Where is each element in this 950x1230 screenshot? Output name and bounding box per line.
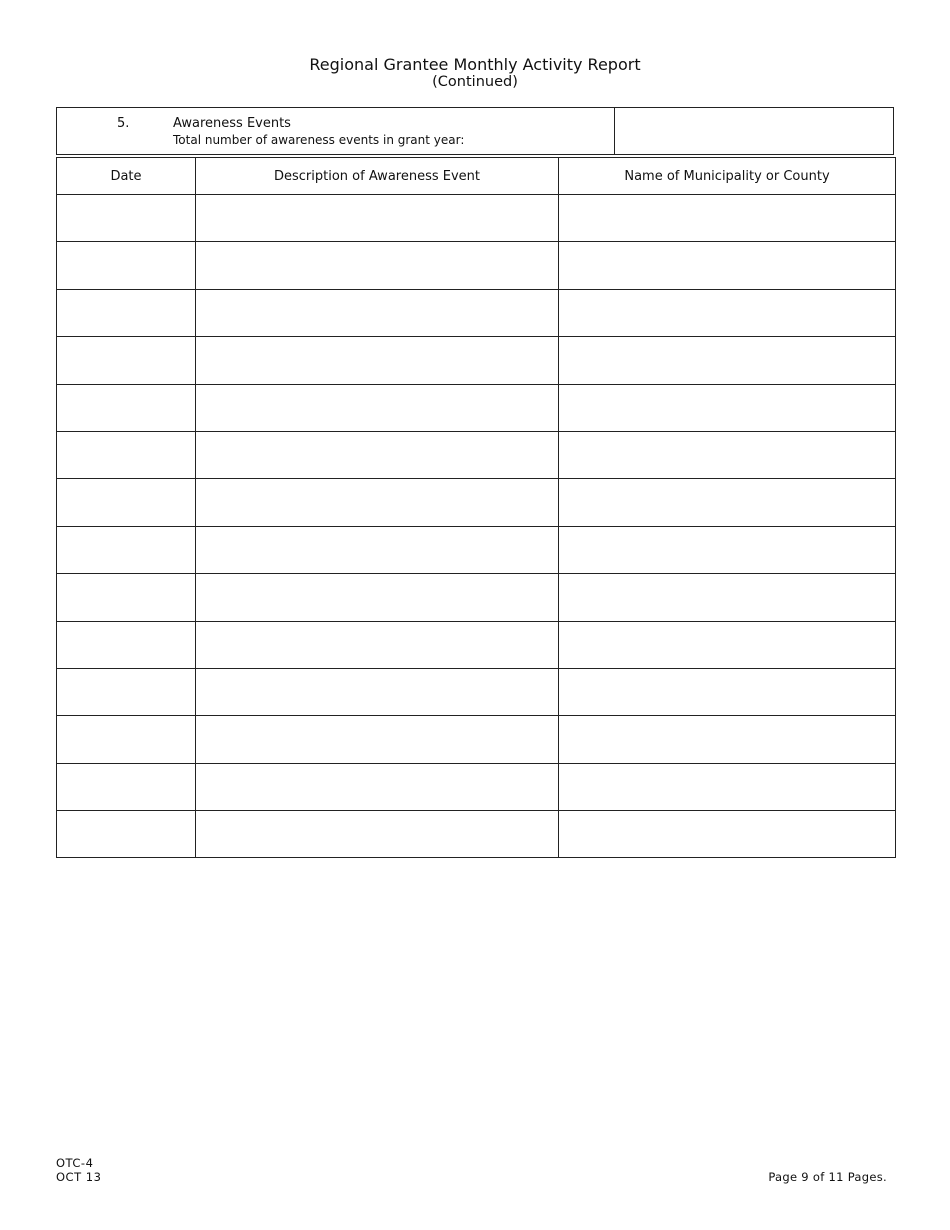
description-cell[interactable] [196, 811, 559, 858]
table-row [57, 574, 896, 621]
total-events-field[interactable] [615, 108, 893, 154]
date-cell[interactable] [57, 289, 196, 336]
section-description: Total number of awareness events in grant year: [173, 133, 465, 147]
date-cell[interactable] [57, 195, 196, 242]
date-cell[interactable] [57, 716, 196, 763]
column-header-municipality: Name of Municipality or County [559, 158, 896, 195]
table-row [57, 195, 896, 242]
awareness-events-section [56, 107, 894, 155]
date-cell[interactable] [57, 242, 196, 289]
date-cell[interactable] [57, 526, 196, 573]
form-identifier [56, 1156, 101, 1184]
municipality-cell[interactable] [559, 431, 896, 478]
description-cell[interactable] [196, 668, 559, 715]
date-cell[interactable] [57, 763, 196, 810]
description-cell[interactable] [196, 716, 559, 763]
municipality-cell[interactable] [559, 289, 896, 336]
municipality-cell[interactable] [559, 574, 896, 621]
table-row [57, 337, 896, 384]
municipality-cell[interactable] [559, 384, 896, 431]
municipality-cell[interactable] [559, 763, 896, 810]
report-subtitle: (Continued) [432, 74, 518, 90]
page-number: Page 9 of 11 Pages. [768, 1170, 887, 1184]
municipality-cell[interactable] [559, 811, 896, 858]
municipality-cell[interactable] [559, 621, 896, 668]
report-title: Regional Grantee Monthly Activity Report [309, 55, 641, 74]
date-cell[interactable] [57, 479, 196, 526]
municipality-cell[interactable] [559, 526, 896, 573]
table-row [57, 479, 896, 526]
description-cell[interactable] [196, 337, 559, 384]
table-row [57, 763, 896, 810]
table-row [57, 242, 896, 289]
table-row [57, 668, 896, 715]
column-header-date: Date [57, 158, 196, 195]
table-header-row [57, 158, 896, 195]
form-date: OCT 13 [56, 1170, 102, 1184]
table-row [57, 811, 896, 858]
table-row [57, 621, 896, 668]
description-cell[interactable] [196, 621, 559, 668]
date-cell[interactable] [57, 337, 196, 384]
municipality-cell[interactable] [559, 716, 896, 763]
municipality-cell[interactable] [559, 479, 896, 526]
municipality-cell[interactable] [559, 195, 896, 242]
table-row [57, 384, 896, 431]
description-cell[interactable] [196, 195, 559, 242]
description-cell[interactable] [196, 526, 559, 573]
date-cell[interactable] [57, 621, 196, 668]
date-cell[interactable] [57, 431, 196, 478]
description-cell[interactable] [196, 479, 559, 526]
description-cell[interactable] [196, 574, 559, 621]
section-title: Awareness Events [173, 116, 291, 131]
description-cell[interactable] [196, 384, 559, 431]
table-row [57, 526, 896, 573]
awareness-events-table [56, 157, 896, 858]
date-cell[interactable] [57, 384, 196, 431]
column-header-description: Description of Awareness Event [196, 158, 559, 195]
table-row [57, 289, 896, 336]
table-row [57, 431, 896, 478]
date-cell[interactable] [57, 574, 196, 621]
description-cell[interactable] [196, 289, 559, 336]
municipality-cell[interactable] [559, 242, 896, 289]
date-cell[interactable] [57, 811, 196, 858]
form-id: OTC-4 [56, 1156, 94, 1170]
section-number: 5. [117, 116, 130, 131]
table-row [57, 716, 896, 763]
municipality-cell[interactable] [559, 668, 896, 715]
municipality-cell[interactable] [559, 337, 896, 384]
date-cell[interactable] [57, 668, 196, 715]
description-cell[interactable] [196, 763, 559, 810]
description-cell[interactable] [196, 242, 559, 289]
description-cell[interactable] [196, 431, 559, 478]
